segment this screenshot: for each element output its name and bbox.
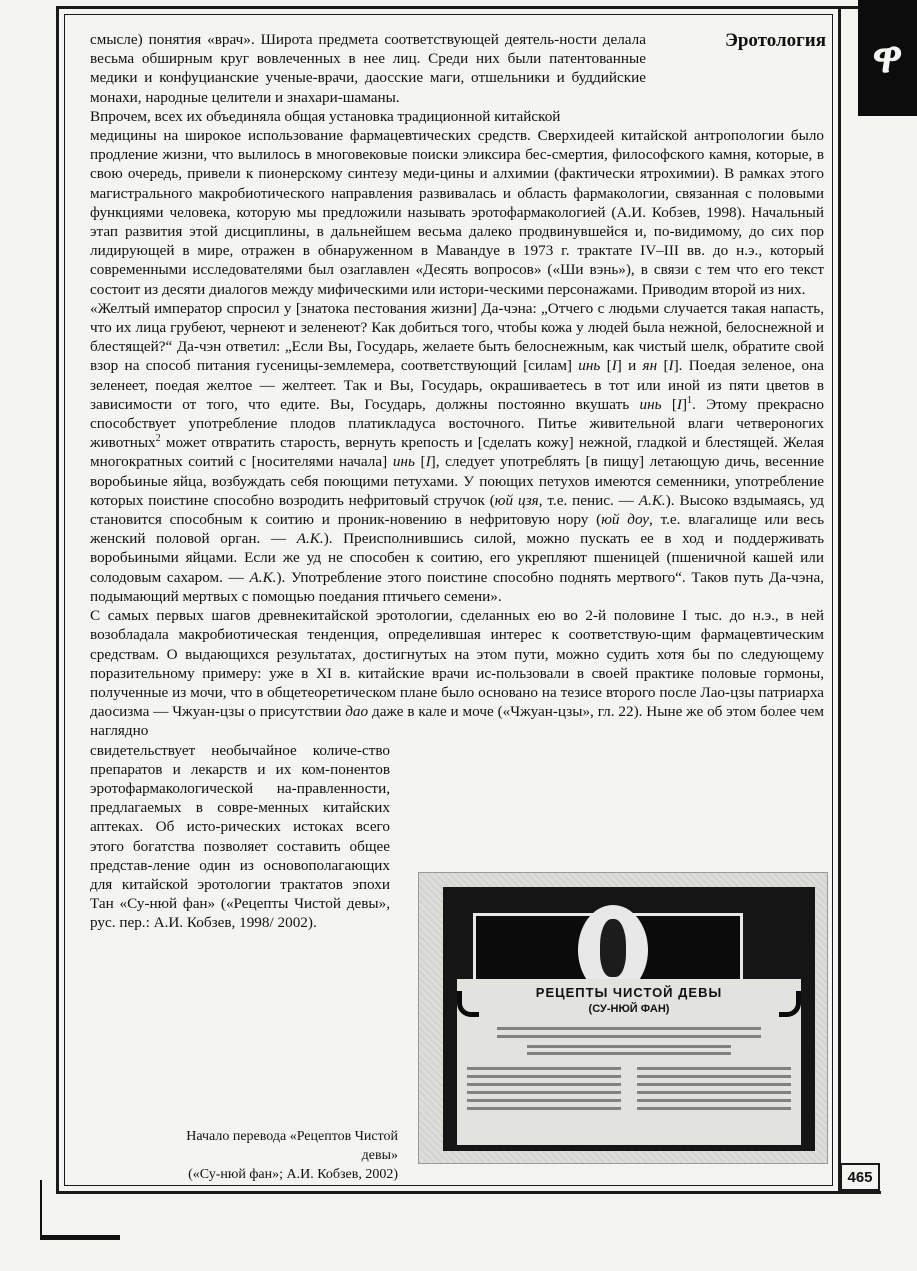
main-text: [90, 30, 824, 933]
section-thumb-tab: [858, 0, 917, 116]
figure-dark-panel: [443, 887, 815, 1151]
figure-text-line: [467, 1099, 621, 1102]
section-glyph-icon: ዋ: [872, 32, 903, 83]
footnote-2: 2: [155, 433, 161, 445]
paragraph-2: медицины на широкое использование фармацевтических средств. Сверхидеей китайской антропологии было продление жизни, что вылилось в многовековые поиски эликсира бес-смертия, философского камня, которые, в свою очередь, привели к пионерскому синтезу меди-цины и алхимии (фактически ятрохимии). В рамках этого магистрального макробиотического направления развивалась и область фармакологии, связанная с половыми функциями человека, которую мы предложили называть эротофармакологией (А.И. Кобзев, 1998). Начальный этап развития этой дисциплины, в дальнейшем весьма далеко продвинувшейся и, по-видимому, до сих пор лидирующей в мире, отражен в обнаруженном в Мавандуе в 1973 г. трактате IV–III вв. до н.э., который современными исследователями был озаглавлен «Десять вопросов» («Ши вэнь»), в связи с тем что его текст состоит из десяти диалогов между мифическими или истори-ческими персонажами. Приводим второй из них.: [90, 127, 824, 298]
figure-text-line: [497, 1027, 761, 1030]
ornament-hook-right: [779, 991, 801, 1017]
figure-portrait: [600, 919, 626, 977]
figure-text-line: [637, 1091, 791, 1094]
right-margin-band: [841, 6, 881, 1194]
figure-text-line: [467, 1083, 621, 1086]
figure-caption: [160, 1127, 398, 1184]
figure-text-line: [637, 1075, 791, 1078]
section-title: Эротология: [724, 30, 826, 51]
figure-text-panel: [457, 979, 801, 1145]
scan-edge-mark: [40, 1180, 42, 1240]
figure-subtitle: (СУ-НЮЙ ФАН): [588, 1003, 670, 1015]
figure-text-line: [527, 1052, 731, 1055]
figure-text-line: [467, 1091, 621, 1094]
caption-line-2: («Су-нюй фан»; А.И. Кобзев, 2002): [188, 1167, 398, 1182]
ornament-hook-left: [457, 991, 479, 1017]
figure-text-line: [497, 1035, 761, 1038]
footnote-1: 1: [687, 394, 692, 406]
manuscript-figure: [418, 872, 828, 1164]
paragraph-2-start: Впрочем, всех их объединяла общая установка традиционной китайской: [90, 107, 561, 125]
figure-text-line: [637, 1107, 791, 1110]
figure-title: РЕЦЕПТЫ ЧИСТОЙ ДЕВЫ: [535, 985, 723, 1000]
figure-text-line: [467, 1075, 621, 1078]
page-number: 465: [840, 1163, 880, 1191]
figure-text-line: [467, 1067, 621, 1070]
figure-text-line: [637, 1067, 791, 1070]
scan-edge-mark: [40, 1235, 120, 1240]
paragraph-1: смысле) понятия «врач». Широта предмета соответствующей деятель-ности делала весьма обширным круг вовлеченных в нее лиц. Среди них были патентованные медики и конфуцианские ученые-врачи, даосские маги, отшельники и буддийские монахи, народные целители и знахари-шаманы.: [90, 31, 646, 106]
figure-text-line: [527, 1045, 731, 1048]
caption-line-1: Начало перевода «Рецептов Чистой девы»: [186, 1129, 398, 1163]
paragraph-3-quote: «Желтый император спросил у [знатока пестования жизни] Да-чэна: „Отчего с людьми случается такая напасть, что их лица грубеют, чернеют и зеленеют? Как добиться того, чтобы кожа у людей была нежной, белоснежной и блестящей?“ Да-чэн ответил: „Если Вы, Государь, желаете быть белоснежным, как чистый шелк, обратите свой взор на способ питания гусеницы-землемера, соответствующий [силам] инь [I] и ян [I]. Поедая зеленое, она зеленеет, поедая желтое — желтеет. Так и Вы, Государь, окрашиваетесь в тот или иной из пяти цветов в зависимости от того, что едите. Вы, Государь, должны постоянно вкушать инь $[I]^1$. Этому прекрасно способствует употребление плодов платикладуса восточного. Питье живительной влаги четвероногих животных$^2$ может отвратить старость, вернуть крепость и [сделать кожу] нежной, гладкой и блестящей. Желая многократных соитий с [носителями начала] инь [I], следует употреблять [в пищу] летающую дичь, весенние воробьиные яйца, возбуждать себя поющими петухами. У поющих петухов имеются семенники, употребление которых поистине способно возродить нефритовый стручок (юй цзя, т.е. пенис. — А.К.). Высоко вздымаясь, уд становится способным к соитию и проник-новению в нефритовую нору (юй доу, т.е. влагалище или весь женский половой орган. — А.К.). Преисполнившись силой, можно пускать ее в ход и поддерживать воробьиными яйцами. Если же уд не способен к соитию, его укрепляют пшеницей (пшеничной кашей или солодовым сахаром. — А.К.). Употребление этого поистине способно поднять мертвого“. Таков путь Да-чэна, подымающий мертвых с помощью поедания птичьего семени».: [90, 299, 825, 605]
figure-text-line: [637, 1099, 791, 1102]
paragraph-4: С самых первых шагов древнекитайской эротологии, сделанных ею во 2-й половине I тыс. до н.э., в ней возобладала макробиотическая тенденция, определившая интерес к соответствую-щим фармацевтическим средствам. О выдающихся результатах, достигнутых на этом пути, можно судить хотя бы по следующему поразительному примеру: уже в XI в. китайские врачи ис-пользовали в своей практике половые гормоны, полученные из мочи, что в общетеоретическом плане было основано на тезисе второго после Лао-цзы патриарха даосизма — Чжуан-цзы о присутствии дао даже в кале и моче («Чжуан-цзы», гл. 22). Ныне же об этом более чем наглядно: [90, 607, 825, 740]
paragraph-5: свидетельствует необычайное количе-ство препаратов и лекарств и их ком-понентов эротофармакологической на-правленности, предлагаемых в совре-менных китайских аптеках. Об исто-рических истоках всего этого богатства позволяет составить общее представ-ление один из основополагающих для китайской эротологии трактатов эпохи Тан «Су-нюй фан» («Рецепты Чистой девы», рус. пер.: А.И. Кобзев, 1998/ 2002).: [90, 741, 390, 932]
figure-text-line: [467, 1107, 621, 1110]
figure-text-line: [637, 1083, 791, 1086]
